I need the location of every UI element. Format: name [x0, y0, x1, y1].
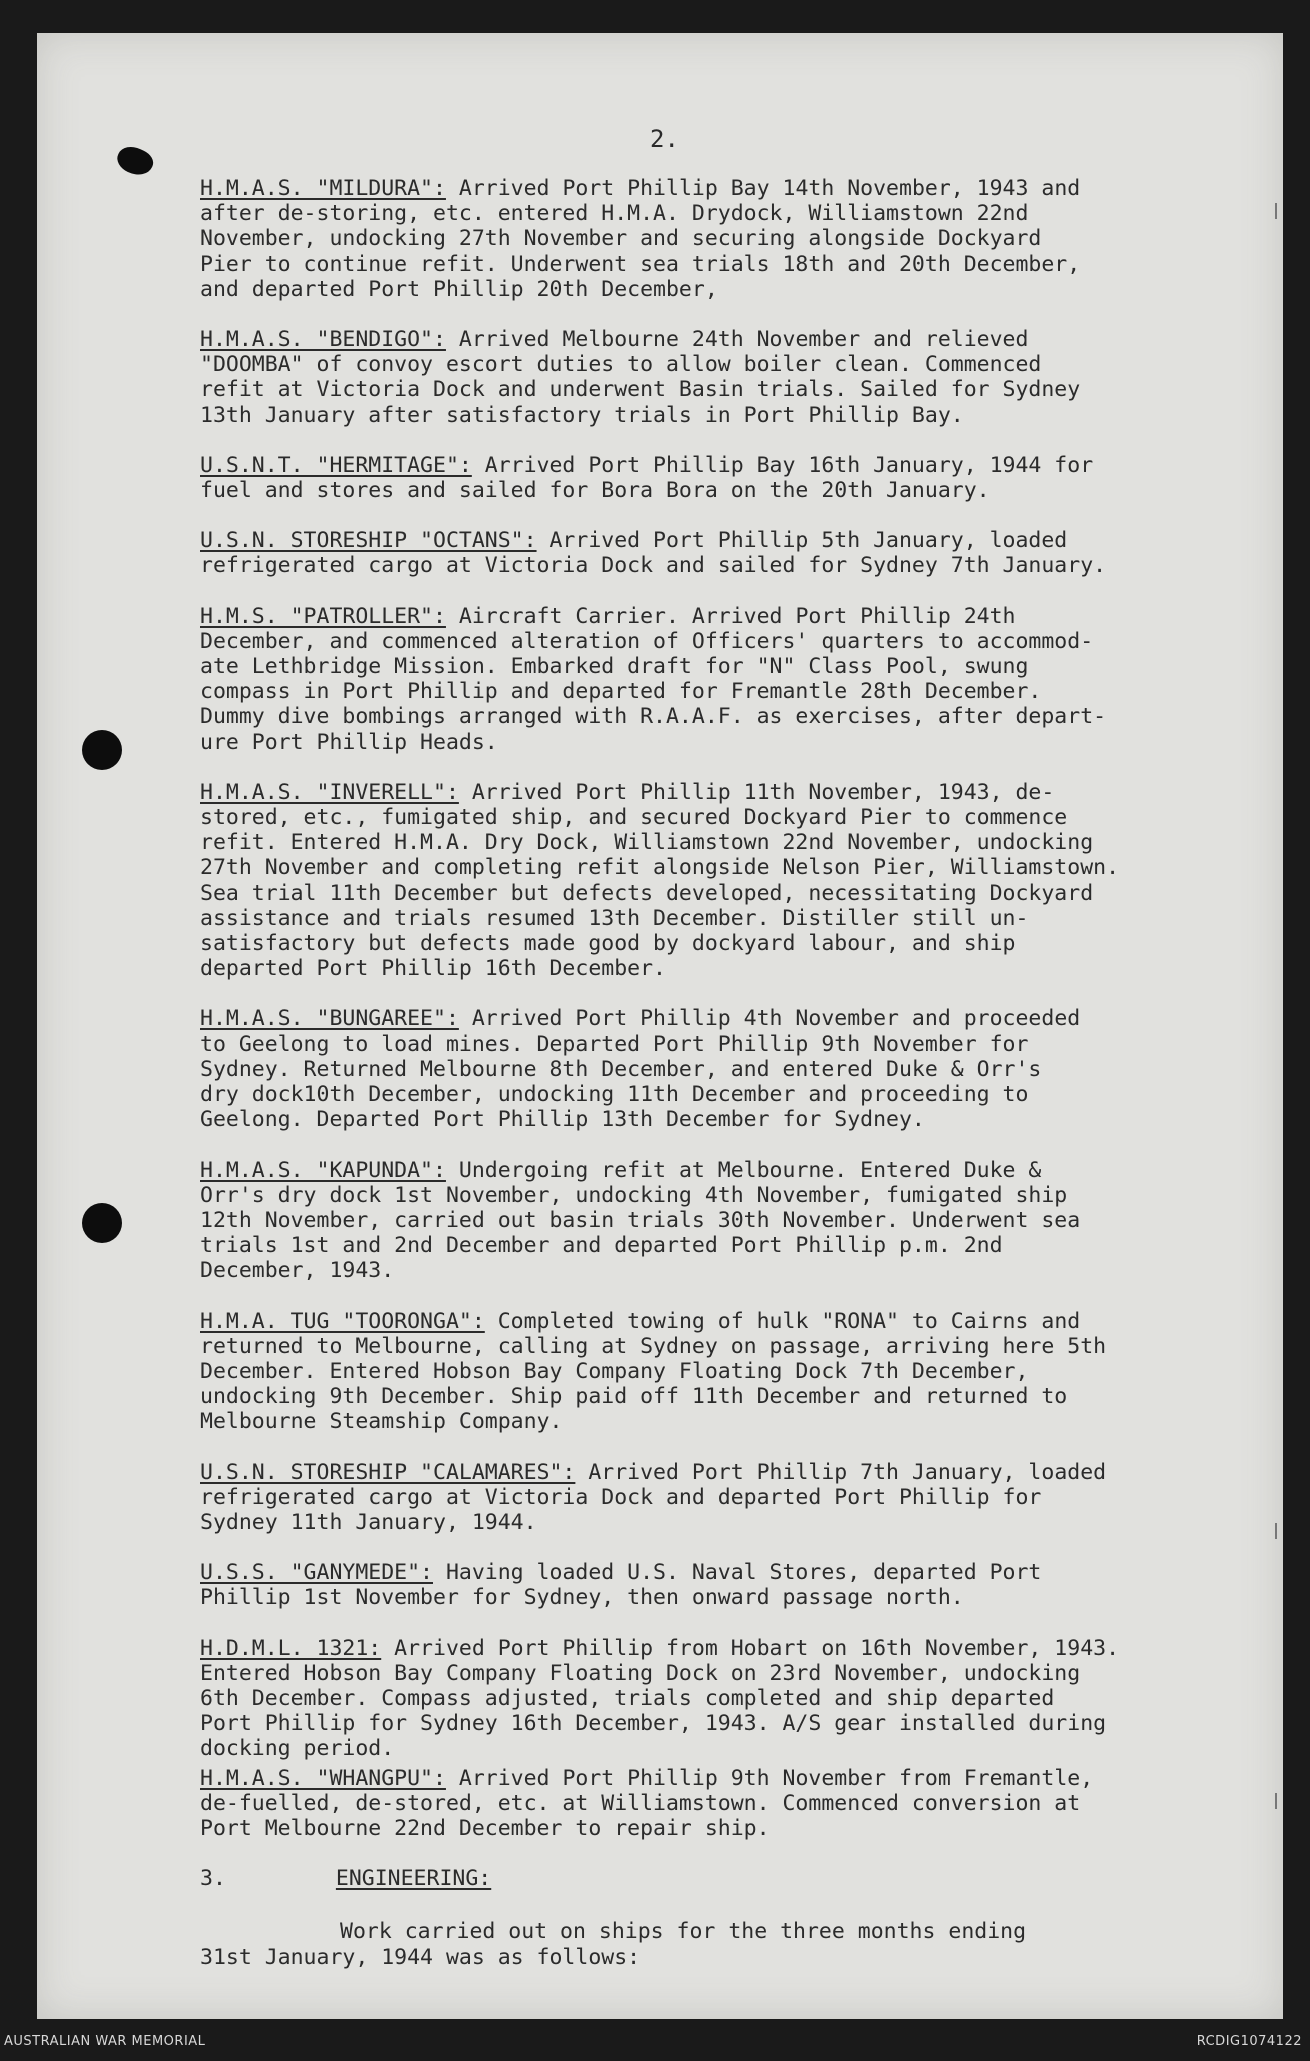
entry-text: Having loaded U.S. Naval Stores, departed Port Phillip 1st November for Sydney, then onward passage north. — [200, 1560, 1042, 1611]
entry-hermitage — [200, 453, 1280, 503]
entry-mildura — [200, 176, 1280, 302]
ship-name: H.M.A.S. "BENDIGO": — [200, 327, 446, 353]
entry-text: Aircraft Carrier. Arrived Port Phillip 24th December, and commenced alteration of Officers' quarters to accommod- ate Lethbridge Mission. Embarked draft for "N" Class Pool, swung compass in Port Phillip and departed for Fremantle 28th December. Dummy dive bombings arranged with R.A.A.F. as exercises, after depart- ure Port Phillip Heads. — [200, 603, 1107, 755]
entry-whangpu — [200, 1766, 1280, 1842]
ship-name: H.M.A.S. "MILDURA": — [200, 176, 446, 201]
ship-name: U.S.N.T. "HERMITAGE": — [200, 452, 472, 478]
entry-bungaree — [200, 1006, 1280, 1132]
ship-name: H.M.A. TUG "TOORONGA": — [200, 1308, 485, 1334]
entry-text: Undergoing refit at Melbourne. Entered Duke & Orr's dry dock 1st November, undocking 4th November, fumigated ship 12th November, carried out basin trials 30th November. Underwent sea trials 1st and 2nd December and departed Port Phillip p.m. 2nd December, 1943. — [200, 1157, 1081, 1284]
page-number: 2. — [650, 125, 679, 153]
entry-text: Completed towing of hulk "RONA" to Cairns and returned to Melbourne, calling at Sydney on passage, arriving here 5th December. Entered Hobson Bay Company Floating Dock 7th December, undocking 9th December. Ship paid off 11th December and returned to Melbourne Steamship Company. — [200, 1308, 1107, 1435]
entry-hdml-1321 — [200, 1636, 1280, 1762]
intro-line-1: Work carried out on ships for the three months ending — [340, 1919, 1027, 1945]
ship-name: U.S.N. STORESHIP "OCTANS": — [200, 528, 537, 554]
entry-text: Arrived Port Phillip Bay 14th November, 1943 and after de-storing, etc. entered H.M.A. Drydock, Williamstown 22nd November, undocking 27th November and securing alongside Dockyard Pier to continue refit. Underwent sea trials 18th and 20th December, and departed Port Phillip 20th December, — [200, 176, 1081, 302]
punch-hole-lower — [82, 1203, 122, 1243]
entry-inverell — [200, 780, 1280, 982]
ship-name: U.S.N. STORESHIP "CALAMARES": — [200, 1459, 576, 1485]
entry-text: Arrived Port Phillip Bay 16th January, 1944 for fuel and stores and sailed for Bora Bora on the 20th January. — [200, 452, 1094, 504]
ship-name: H.M.A.S. "KAPUNDA": — [200, 1157, 446, 1183]
entry-octans — [200, 528, 1280, 578]
ship-name: H.M.A.S. "BUNGAREE": — [200, 1006, 459, 1032]
entry-ganymede — [200, 1560, 1280, 1610]
entry-text: Arrived Port Phillip 11th November, 1943, de- stored, etc., fumigated ship, and secured Dockyard Pier to commence refit. Entered H.M.A. Dry Dock, Williamstown 22nd November, undocking 27th November and completing refit alongside Nelson Pier, Williamstown. Sea trial 11th December but defects developed, necessitating Dockyard assistance and trials resumed 13th December. Distiller still un- satisfactory but defects made good by dockyard labour, and ship departed Port Phillip 16th December. — [200, 779, 1120, 982]
entry-text: Arrived Port Phillip 9th November from Fremantle, de-fuelled, de-stored, etc. at Williamstown. Commenced conversion at Port Melbourne 22nd December to repair ship. — [200, 1765, 1094, 1841]
document-body — [200, 176, 1280, 1970]
archive-credit: AUSTRALIAN WAR MEMORIAL — [4, 2034, 206, 2049]
entry-kapunda — [200, 1158, 1280, 1284]
entry-patroller — [200, 604, 1280, 755]
ship-name: H.D.M.L. 1321: — [200, 1635, 382, 1661]
entry-text: Arrived Melbourne 24th November and relieved "DOOMBA" of convoy escort duties to allow boiler clean. Commenced refit at Victoria Dock and underwent Basin trials. Sailed for Sydney 13th January after satisfactory trials in Port Phillip Bay. — [200, 327, 1081, 428]
entry-calamares — [200, 1460, 1280, 1536]
intro-line-2: 31st January, 1944 was as follows: — [200, 1944, 641, 1970]
section-title: ENGINEERING: — [335, 1866, 492, 1892]
ship-name: H.M.A.S. "WHANGPU": — [200, 1765, 446, 1791]
section-intro — [200, 1919, 1280, 1969]
entry-text: Arrived Port Phillip 5th January, loaded refrigerated cargo at Victoria Dock and sailed for Sydney 7th January. — [200, 528, 1107, 579]
punch-hole-middle — [82, 730, 122, 770]
archive-id: RCDIG1074122 — [1196, 2034, 1302, 2049]
ship-name: U.S.S. "GANYMEDE": — [200, 1560, 433, 1586]
entry-text: Arrived Port Phillip 4th November and proceeded to Geelong to load mines. Departed Port Phillip 9th November for Sydney. Returned Melbourne 8th December, and entered Duke & Orr's dry dock10th December, undocking 11th December and proceeding to Geelong. Departed Port Phillip 13th December for Sydney. — [200, 1006, 1081, 1133]
ship-name: H.M.A.S. "INVERELL": — [200, 779, 459, 805]
entry-bendigo — [200, 327, 1280, 428]
entry-text: Arrived Port Phillip 7th January, loaded refrigerated cargo at Victoria Dock and departed Port Phillip for Sydney 11th January, 1944. — [200, 1459, 1107, 1535]
section-heading — [200, 1866, 1280, 1891]
section-number: 3. — [200, 1866, 226, 1892]
ship-name: H.M.S. "PATROLLER": — [200, 603, 446, 629]
punch-hole-top — [113, 142, 157, 181]
entry-tooronga — [200, 1309, 1280, 1435]
entry-text: Arrived Port Phillip from Hobart on 16th November, 1943. Entered Hobson Bay Company Floating Dock on 23rd November, undocking 6th December. Compass adjusted, trials completed and ship departed Port Phillip for Sydney 16th December, 1943. A/S gear installed during docking period. — [200, 1635, 1120, 1762]
